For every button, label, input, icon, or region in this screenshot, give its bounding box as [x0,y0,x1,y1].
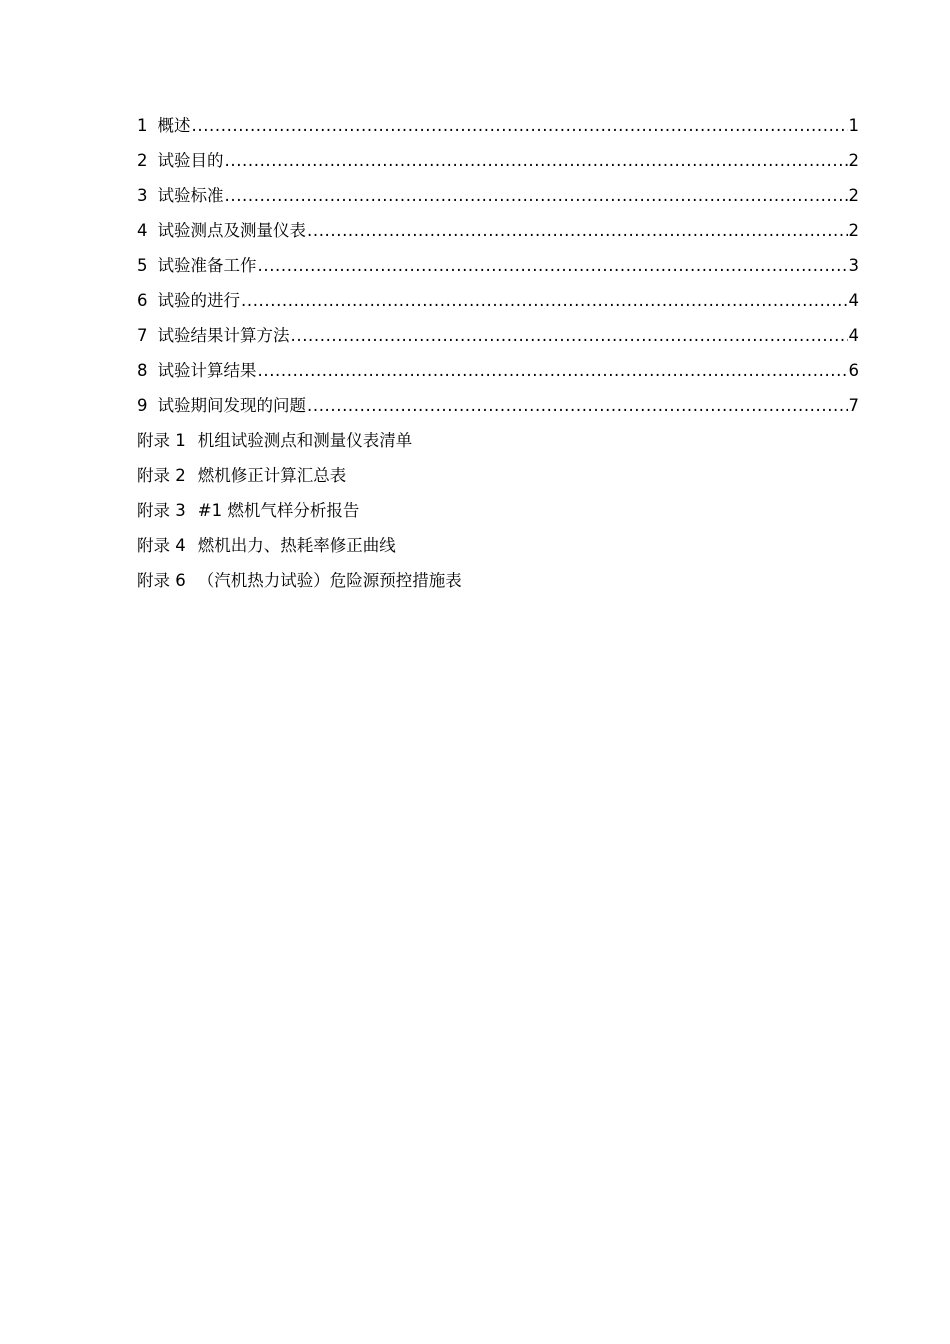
toc-page-number: 2 [848,151,859,170]
toc-entry-title: 试验准备工作 [157,256,257,275]
appendix-number: 附录 3 [137,501,186,520]
toc-dot-leader [307,218,848,244]
toc-appendix-2[interactable] [137,463,859,498]
toc-dot-leader [258,253,848,279]
toc-dot-leader [291,323,848,349]
toc-page-number: 2 [848,186,859,205]
toc-entry-6[interactable] [137,288,859,323]
appendix-number: 附录 4 [137,536,186,555]
toc-entry-number: 8 [137,361,148,380]
toc-page-number: 4 [848,291,859,310]
appendix-number: 附录 2 [137,466,186,485]
toc-entry-number: 1 [137,116,148,135]
toc-dot-leader [192,113,848,139]
toc-entry-title: 试验标准 [157,186,224,205]
toc-page-number: 6 [848,361,859,380]
toc-entry-title: 概述 [157,116,191,135]
toc-entry-title: 试验测点及测量仪表 [157,221,306,240]
toc-dot-leader [225,148,848,174]
toc-page-number: 3 [848,256,859,275]
toc-page-number: 2 [848,221,859,240]
toc-appendix-1[interactable] [137,428,859,463]
appendix-number: 附录 1 [137,431,186,450]
toc-entry-5[interactable] [137,253,859,288]
toc-dot-leader [241,288,848,314]
appendix-title: 燃机出力、热耗率修正曲线 [197,536,396,555]
toc-entry-2[interactable] [137,148,859,183]
appendix-number: 附录 6 [137,571,186,590]
toc-entry-8[interactable] [137,358,859,393]
toc-entry-4[interactable] [137,218,859,253]
appendix-title: 燃机修正计算汇总表 [197,466,347,485]
toc-entry-number: 9 [137,396,148,415]
toc-entry-title: 试验计算结果 [157,361,257,380]
appendix-title: （汽机热力试验）危险源预控措施表 [197,571,462,590]
toc-entry-number: 5 [137,256,148,275]
toc-entry-title: 试验的进行 [157,291,240,310]
toc-dot-leader [225,183,848,209]
toc-entry-9[interactable] [137,393,859,428]
toc-appendix-3[interactable] [137,498,859,533]
toc-entry-number: 4 [137,221,148,240]
toc-entry-title: 试验期间发现的问题 [157,396,306,415]
toc-entry-7[interactable] [137,323,859,358]
toc-entry-1[interactable] [137,113,859,148]
toc-appendix-6[interactable] [137,568,859,603]
table-of-contents [137,113,859,603]
toc-dot-leader [307,393,848,419]
appendix-title: 机组试验测点和测量仪表清单 [197,431,413,450]
toc-entry-3[interactable] [137,183,859,218]
toc-entry-number: 6 [137,291,148,310]
toc-page-number: 4 [848,326,859,345]
toc-entry-number: 2 [137,151,148,170]
toc-dot-leader [258,358,848,384]
toc-entry-number: 7 [137,326,148,345]
toc-entry-title: 试验结果计算方法 [157,326,290,345]
toc-page-number: 1 [848,116,859,135]
appendix-title: #1 燃机气样分析报告 [197,501,360,520]
toc-entry-number: 3 [137,186,148,205]
toc-appendix-4[interactable] [137,533,859,568]
toc-entry-title: 试验目的 [157,151,224,170]
toc-page-number: 7 [848,396,859,415]
